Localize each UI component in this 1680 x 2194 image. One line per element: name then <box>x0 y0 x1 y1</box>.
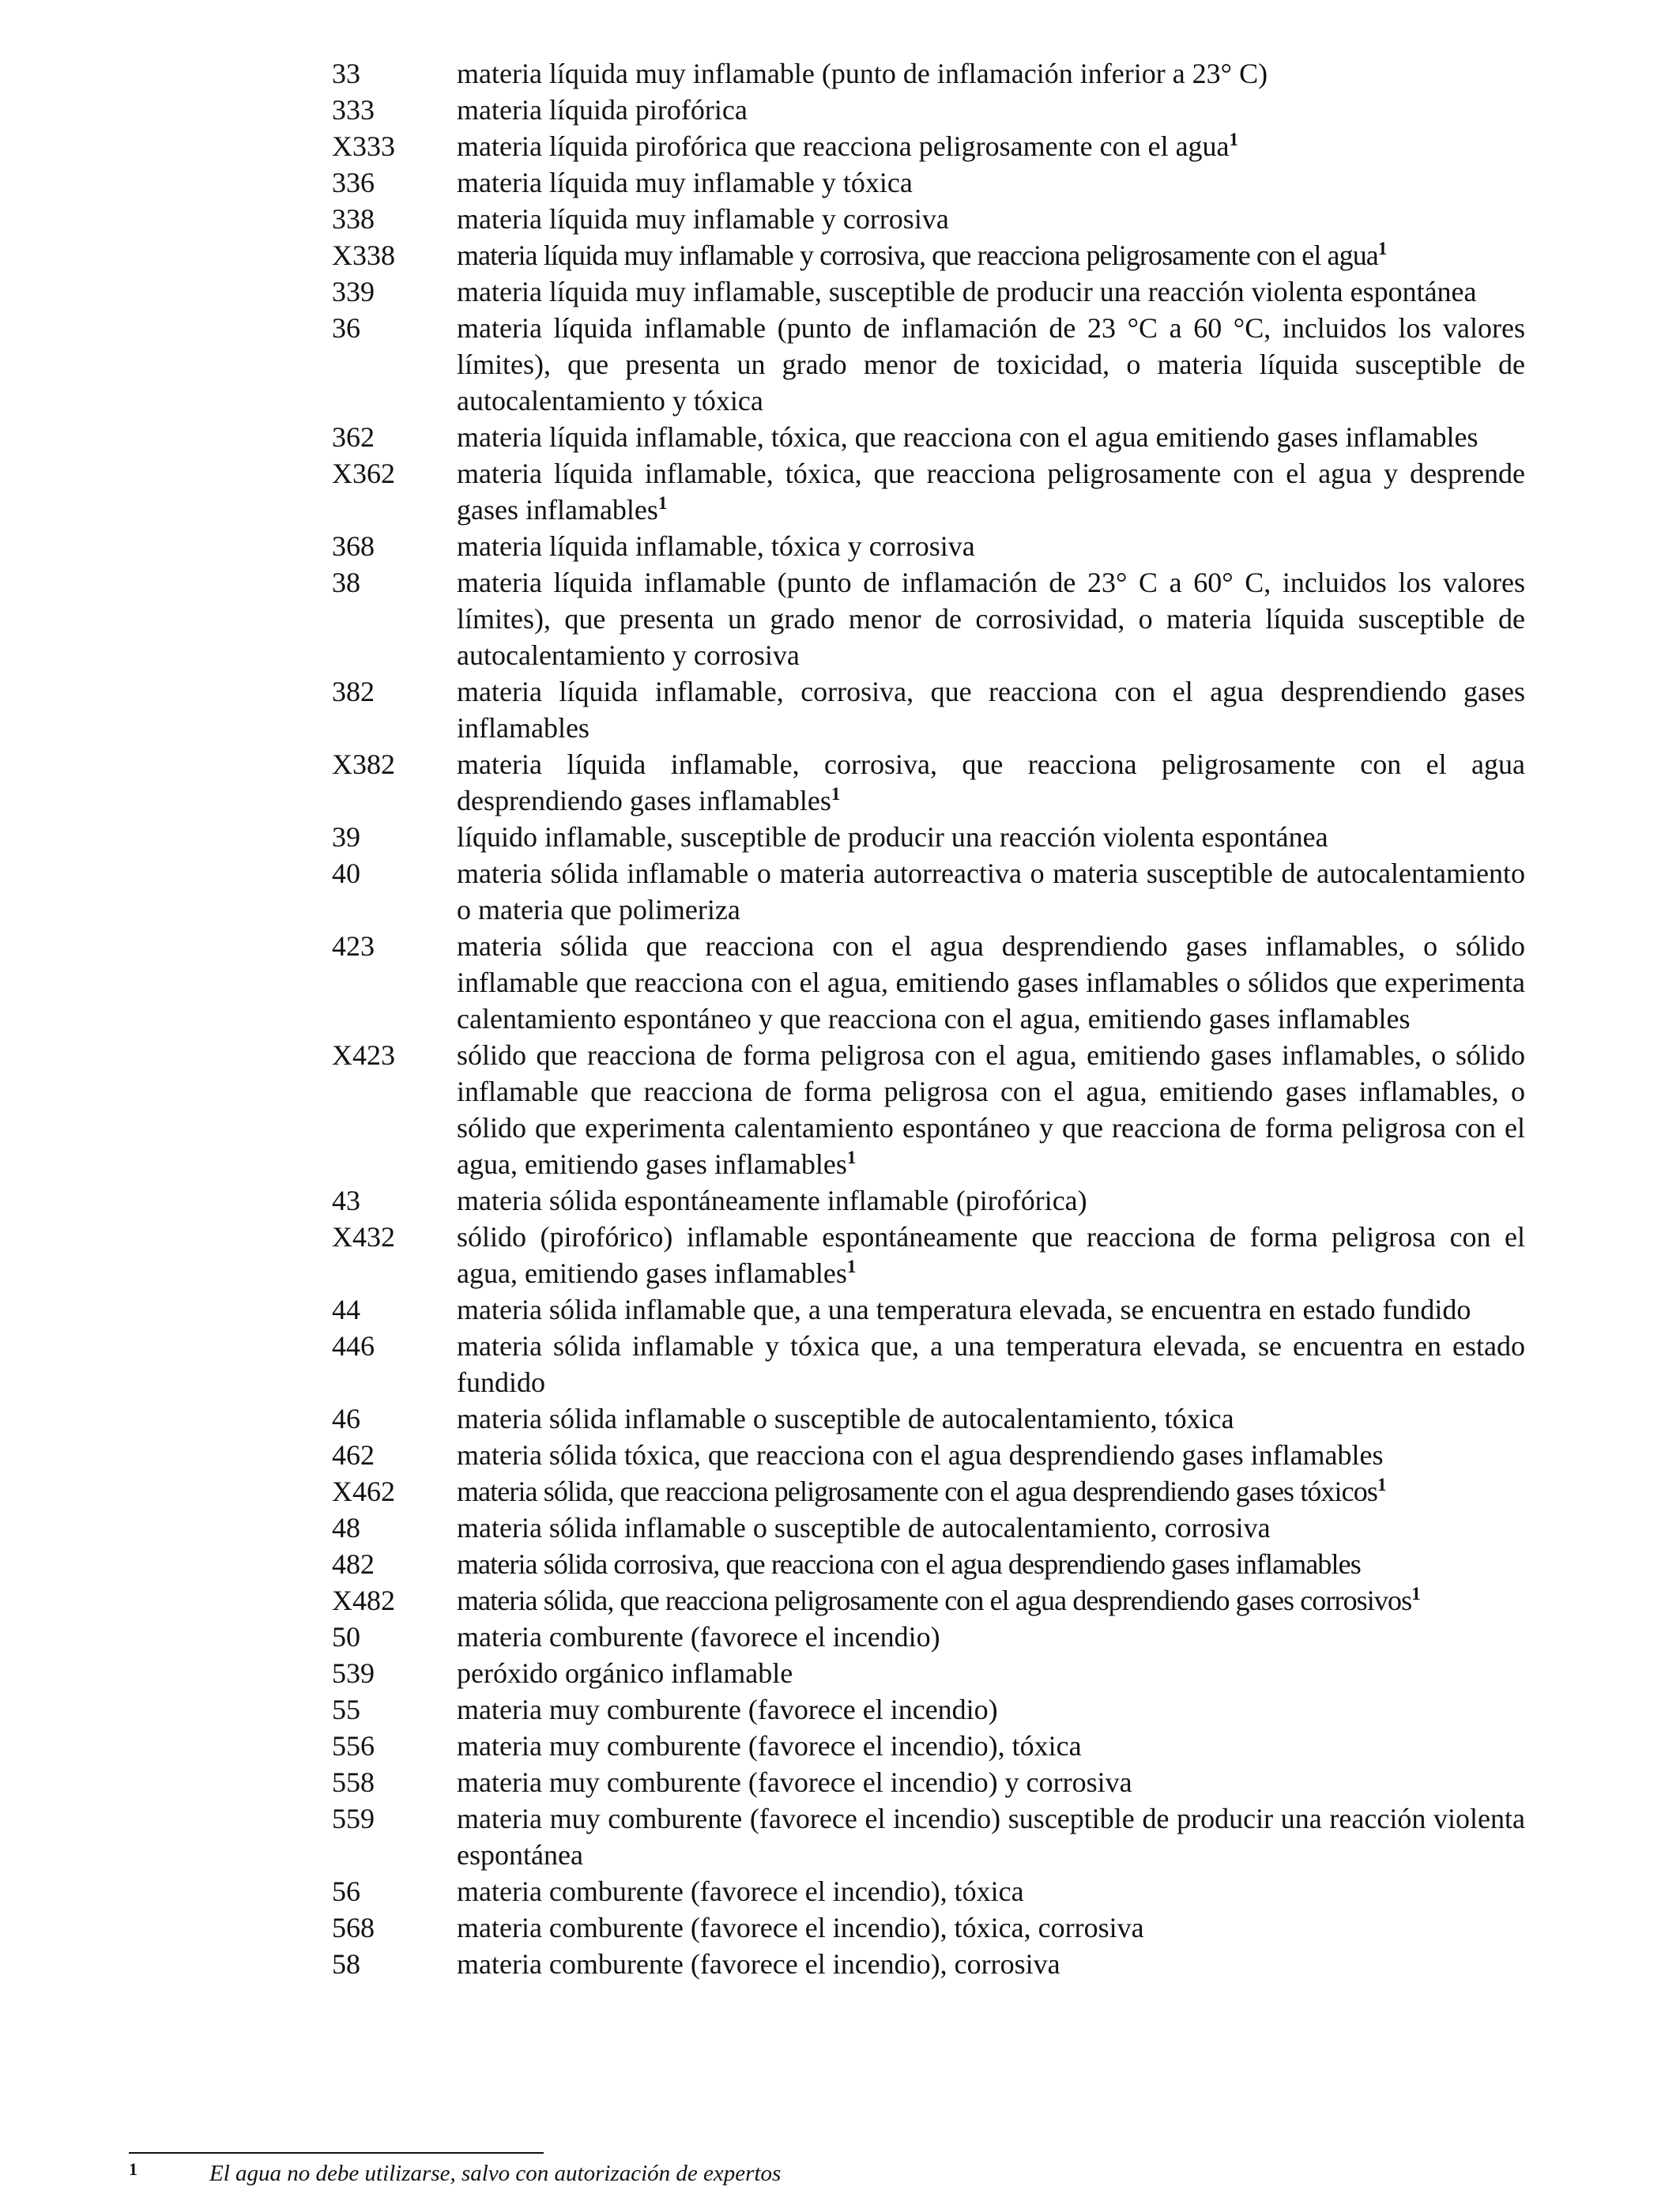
hazard-description: materia sólida tóxica, que reacciona con el agua desprendiendo gases inflamables <box>457 1439 1384 1471</box>
hazard-code: 56 <box>332 1875 360 1907</box>
hazard-description: materia líquida inflamable, tóxica y corrosiva <box>457 530 975 562</box>
hazard-code: X482 <box>332 1585 395 1616</box>
list-item <box>332 128 1525 164</box>
footnote-reference: 1 <box>1377 239 1387 258</box>
list-item <box>332 928 1525 1037</box>
list-item <box>332 164 1525 201</box>
hazard-description: líquido inflamable, susceptible de producir una reacción violenta espontánea <box>457 821 1328 853</box>
hazard-code: X423 <box>332 1039 395 1071</box>
footnote-reference: 1 <box>1377 1475 1386 1495</box>
footnote-number: 1 <box>129 2159 137 2179</box>
hazard-code: X362 <box>332 458 395 489</box>
list-item <box>332 92 1525 128</box>
footnote-reference: 1 <box>846 1257 857 1276</box>
list-item <box>332 1037 1525 1182</box>
list-item <box>332 1946 1525 1982</box>
list-item <box>332 273 1525 310</box>
footnote-reference: 1 <box>657 493 668 513</box>
hazard-description: materia líquida inflamable, corrosiva, que reacciona peligrosamente con el agua desprendiendo gases inflamables$^1$ <box>457 748 1525 816</box>
list-item <box>332 201 1525 237</box>
hazard-code: 482 <box>332 1548 375 1580</box>
hazard-description: materia líquida pirofórica <box>457 94 748 126</box>
footnote-reference: 1 <box>1229 130 1239 149</box>
list-item <box>332 1619 1525 1655</box>
hazard-code: 539 <box>332 1657 375 1689</box>
hazard-description: materia comburente (favorece el incendio), tóxica, corrosiva <box>457 1912 1144 1943</box>
hazard-code: 48 <box>332 1512 360 1544</box>
hazard-description: materia líquida inflamable, tóxica, que reacciona con el agua emitiendo gases inflamables <box>457 421 1478 453</box>
hazard-code-list <box>332 55 1525 1982</box>
list-item <box>332 455 1525 528</box>
hazard-description: materia comburente (favorece el incendio) <box>457 1621 940 1653</box>
hazard-description: materia sólida que reacciona con el agua desprendiendo gases inflamables, o sólido inflamable que reacciona con el agua, emitiendo gases inflamables o sólidos que experimenta calentamiento espontáneo y que reacciona con el agua, emitiendo gases inflamables <box>457 930 1525 1035</box>
hazard-description: sólido que reacciona de forma peligrosa con el agua, emitiendo gases inflamables, o sólido inflamable que reacciona de forma peligrosa con el agua, emitiendo gases inflamables, o sólido que experimenta calentamiento espontáneo y que reacciona de forma peligrosa con el agua, emitiendo gases inflamables$^1$ <box>457 1039 1525 1180</box>
hazard-description: materia líquida inflamable, tóxica, que reacciona peligrosamente con el agua y desprende gases inflamables$^1$ <box>457 458 1525 526</box>
list-item <box>332 1400 1525 1437</box>
list-item <box>332 1909 1525 1946</box>
hazard-description: materia muy comburente (favorece el incendio) susceptible de producir una reacción violenta espontánea <box>457 1803 1525 1871</box>
hazard-code: 558 <box>332 1766 375 1798</box>
hazard-code: 462 <box>332 1439 375 1471</box>
hazard-code: 339 <box>332 276 375 307</box>
list-item <box>332 528 1525 564</box>
hazard-description: materia sólida inflamable o susceptible de autocalentamiento, tóxica <box>457 1403 1234 1434</box>
hazard-code: 382 <box>332 676 375 707</box>
list-item <box>332 1873 1525 1909</box>
hazard-description: materia líquida muy inflamable, susceptible de producir una reacción violenta espontánea <box>457 276 1477 307</box>
list-item <box>332 237 1525 273</box>
hazard-description: materia muy comburente (favorece el incendio) y corrosiva <box>457 1766 1132 1798</box>
hazard-code: 43 <box>332 1185 360 1216</box>
hazard-code: 446 <box>332 1330 375 1362</box>
hazard-description: materia líquida inflamable (punto de inflamación de 23° C a 60° C, incluidos los valores límites), que presenta un grado menor de corrosividad, o materia líquida susceptible de autocalentamiento y corrosiva <box>457 567 1525 671</box>
list-item <box>332 1473 1525 1510</box>
footnote-reference: 1 <box>831 784 841 804</box>
hazard-code: 333 <box>332 94 375 126</box>
hazard-description: materia líquida inflamable, corrosiva, que reacciona con el agua desprendiendo gases inflamables <box>457 676 1525 744</box>
hazard-description: materia líquida muy inflamable (punto de inflamación inferior a 23° C) <box>457 58 1268 89</box>
hazard-code: 50 <box>332 1621 360 1653</box>
list-item <box>332 1437 1525 1473</box>
hazard-description: materia líquida inflamable (punto de inflamación de 23 °C a 60 °C, incluidos los valores límites), que presenta un grado menor de toxicidad, o materia líquida susceptible de autocalentamiento y tóxica <box>457 312 1525 417</box>
hazard-code: 336 <box>332 167 375 198</box>
list-item <box>332 310 1525 419</box>
footnote-reference: 1 <box>846 1148 857 1167</box>
hazard-description: materia comburente (favorece el incendio), corrosiva <box>457 1948 1060 1980</box>
list-item <box>332 1728 1525 1764</box>
hazard-code: 39 <box>332 821 360 853</box>
hazard-description: peróxido orgánico inflamable <box>457 1657 793 1689</box>
list-item <box>332 819 1525 855</box>
list-item <box>332 1182 1525 1219</box>
list-item <box>332 1691 1525 1728</box>
hazard-code: X338 <box>332 239 395 271</box>
hazard-code: 58 <box>332 1948 360 1980</box>
hazard-description: materia sólida, que reacciona peligrosamente con el agua desprendiendo gases corrosivos$^1$ <box>457 1584 1420 1616</box>
list-item <box>332 55 1525 92</box>
footnote-divider <box>129 2152 544 2154</box>
list-item <box>332 1764 1525 1800</box>
list-item <box>332 1800 1525 1873</box>
hazard-code: X333 <box>332 130 395 162</box>
hazard-description: materia sólida inflamable o susceptible de autocalentamiento, corrosiva <box>457 1512 1271 1544</box>
hazard-code: 46 <box>332 1403 360 1434</box>
footnote-text: El agua no debe utilizarse, salvo con autorización de expertos <box>209 2161 782 2186</box>
hazard-description: materia sólida, que reacciona peligrosamente con el agua desprendiendo gases tóxicos$^1$ <box>457 1475 1386 1507</box>
hazard-code: X432 <box>332 1221 395 1253</box>
hazard-code: 338 <box>332 203 375 235</box>
hazard-code: 55 <box>332 1694 360 1725</box>
hazard-description: materia muy comburente (favorece el incendio), tóxica <box>457 1730 1082 1762</box>
hazard-description: materia muy comburente (favorece el incendio) <box>457 1694 998 1725</box>
list-item <box>332 419 1525 455</box>
hazard-description: materia sólida corrosiva, que reacciona con el agua desprendiendo gases inflamables <box>457 1548 1361 1580</box>
hazard-code: X382 <box>332 748 395 780</box>
list-item <box>332 1546 1525 1582</box>
hazard-code: 556 <box>332 1730 375 1762</box>
hazard-code: 36 <box>332 312 360 344</box>
hazard-code: 40 <box>332 858 360 889</box>
hazard-description: materia líquida muy inflamable y tóxica <box>457 167 913 198</box>
hazard-code: 423 <box>332 930 375 962</box>
hazard-description: materia líquida pirofórica que reacciona peligrosamente con el agua$^1$ <box>457 130 1239 162</box>
hazard-description: materia sólida inflamable o materia autorreactiva o materia susceptible de autocalentamiento o materia que polimeriza <box>457 858 1525 925</box>
hazard-description: sólido (pirofórico) inflamable espontáneamente que reacciona de forma peligrosa con el agua, emitiendo gases inflamables$^1$ <box>457 1221 1525 1289</box>
hazard-description: materia líquida muy inflamable y corrosiva, que reacciona peligrosamente con el agua$^1$ <box>457 239 1387 271</box>
hazard-description: materia líquida muy inflamable y corrosiva <box>457 203 949 235</box>
list-item <box>332 855 1525 928</box>
hazard-code: 559 <box>332 1803 375 1834</box>
hazard-code: 38 <box>332 567 360 598</box>
hazard-code: X462 <box>332 1476 395 1507</box>
list-item <box>332 564 1525 673</box>
list-item <box>332 1219 1525 1291</box>
hazard-description: materia comburente (favorece el incendio), tóxica <box>457 1875 1024 1907</box>
hazard-description: materia sólida inflamable y tóxica que, a una temperatura elevada, se encuentra en estado fundido <box>457 1330 1525 1398</box>
hazard-description: materia sólida inflamable que, a una temperatura elevada, se encuentra en estado fundido <box>457 1294 1471 1325</box>
hazard-code: 44 <box>332 1294 360 1325</box>
hazard-code: 568 <box>332 1912 375 1943</box>
footnote <box>129 2158 1235 2189</box>
list-item <box>332 1291 1525 1328</box>
hazard-description: materia sólida espontáneamente inflamable (pirofórica) <box>457 1185 1087 1216</box>
list-item <box>332 1655 1525 1691</box>
hazard-code: 33 <box>332 58 360 89</box>
list-item <box>332 673 1525 746</box>
list-item <box>332 1582 1525 1619</box>
hazard-code: 368 <box>332 530 375 562</box>
list-item <box>332 1328 1525 1400</box>
footnote-reference: 1 <box>1411 1584 1420 1604</box>
hazard-code: 362 <box>332 421 375 453</box>
list-item <box>332 1510 1525 1546</box>
list-item <box>332 746 1525 819</box>
